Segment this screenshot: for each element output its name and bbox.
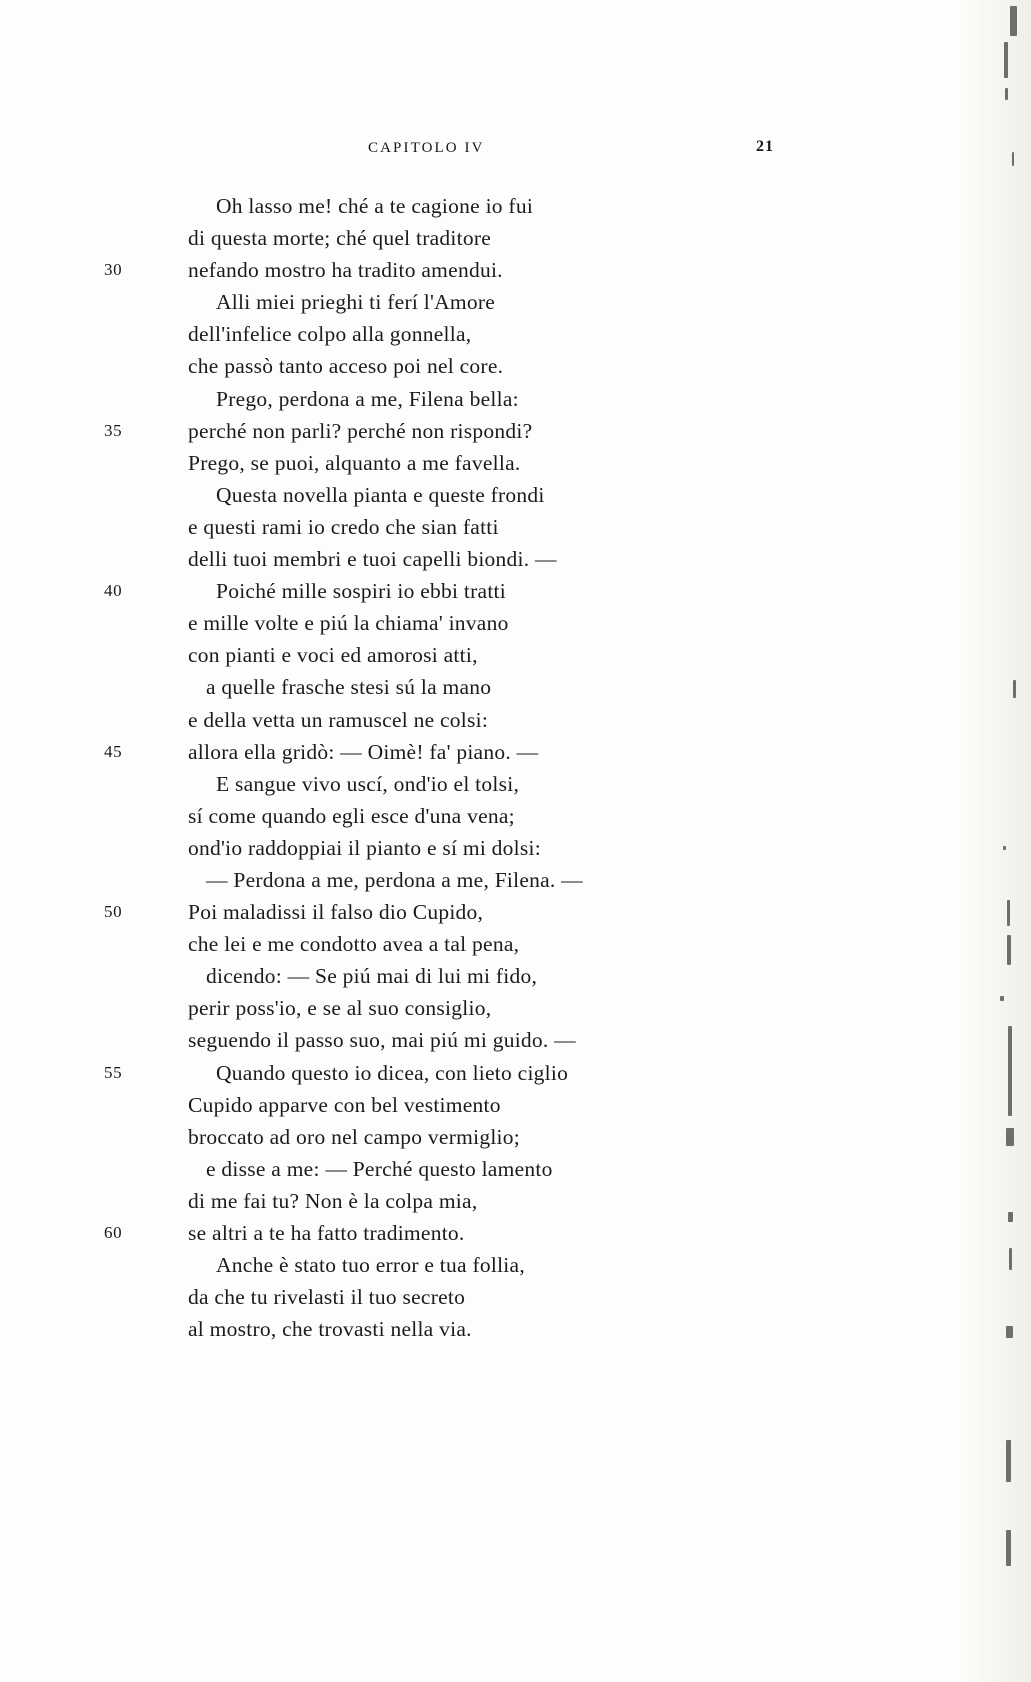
line-text: perir poss'io, e se al suo consiglio, bbox=[188, 996, 492, 1021]
poem-line bbox=[0, 447, 1031, 479]
line-number: 40 bbox=[104, 581, 123, 601]
poem-line bbox=[0, 222, 1031, 254]
line-text: se altri a te ha fatto tradimento. bbox=[188, 1221, 465, 1245]
poem-line bbox=[0, 1217, 1031, 1249]
poem-line bbox=[0, 1089, 1031, 1121]
scan-artifact bbox=[1004, 42, 1008, 78]
poem-line bbox=[0, 350, 1031, 382]
line-number: 50 bbox=[104, 902, 123, 922]
poem-line bbox=[0, 415, 1031, 447]
line-text: Questa novella pianta e queste frondi bbox=[216, 482, 545, 507]
line-text: Quando questo io dicea, con lieto ciglio bbox=[216, 1060, 569, 1085]
line-text: da che tu rivelasti il tuo secreto bbox=[188, 1285, 466, 1310]
scan-artifact bbox=[1005, 88, 1008, 100]
line-text: Prego, se puoi, alquanto a me favella. bbox=[188, 450, 521, 475]
line-text: delli tuoi membri e tuoi capelli biondi. — bbox=[188, 547, 557, 572]
poem-line bbox=[0, 575, 1031, 607]
line-text: e questi rami io credo che sian fatti bbox=[188, 514, 499, 539]
poem-line bbox=[0, 543, 1031, 575]
scan-artifact bbox=[1006, 1530, 1011, 1566]
line-text: seguendo il passo suo, mai piú mi guido. — bbox=[188, 1028, 576, 1053]
poem-line bbox=[0, 1313, 1031, 1345]
line-text: Alli miei prieghi ti ferí l'Amore bbox=[216, 290, 496, 315]
poem-line bbox=[0, 286, 1031, 318]
line-text: Prego, perdona a me, Filena bella: bbox=[216, 386, 519, 411]
line-text: di questa morte; ché quel traditore bbox=[188, 226, 492, 251]
poem-body bbox=[0, 190, 1031, 1345]
line-text: e disse a me: — Perché questo lamento bbox=[206, 1156, 553, 1181]
poem-line bbox=[0, 800, 1031, 832]
line-text: broccato ad oro nel campo vermiglio; bbox=[188, 1124, 520, 1149]
poem-line bbox=[0, 639, 1031, 671]
line-text: dicendo: — Se piú mai di lui mi fido, bbox=[206, 964, 538, 989]
line-text: al mostro, che trovasti nella via. bbox=[188, 1317, 472, 1342]
poem-line bbox=[0, 607, 1031, 639]
poem-line bbox=[0, 671, 1031, 703]
poem-line bbox=[0, 768, 1031, 800]
poem-line bbox=[0, 190, 1031, 222]
poem-line bbox=[0, 1185, 1031, 1217]
line-text: di me fai tu? Non è la colpa mia, bbox=[188, 1188, 478, 1213]
line-text: ond'io raddoppiai il pianto e sí mi dolsi: bbox=[188, 835, 541, 860]
line-text: e della vetta un ramuscel ne colsi: bbox=[188, 707, 489, 732]
line-number: 45 bbox=[104, 741, 123, 761]
poem-line bbox=[0, 254, 1031, 286]
line-text: con pianti e voci ed amorosi atti, bbox=[188, 643, 478, 668]
poem-line bbox=[0, 479, 1031, 511]
line-text: — Perdona a me, perdona a me, Filena. — bbox=[206, 867, 583, 892]
line-text: che lei e me condotto avea a tal pena, bbox=[188, 932, 520, 957]
poem-line bbox=[0, 1153, 1031, 1185]
poem-line bbox=[0, 1057, 1031, 1089]
line-text: Anche è stato tuo error e tua follia, bbox=[216, 1253, 525, 1278]
poem-line bbox=[0, 960, 1031, 992]
poem-line bbox=[0, 1281, 1031, 1313]
poem-line bbox=[0, 1249, 1031, 1281]
line-text: perché non parli? perché non rispondi? bbox=[188, 418, 533, 443]
line-text: Cupido apparve con bel vestimento bbox=[188, 1092, 501, 1117]
line-text: a quelle frasche stesi sú la mano bbox=[206, 675, 492, 700]
line-number: 60 bbox=[104, 1223, 123, 1242]
poem-line bbox=[0, 1024, 1031, 1056]
poem-line bbox=[0, 832, 1031, 864]
poem-line bbox=[0, 928, 1031, 960]
scan-artifact bbox=[1006, 1440, 1011, 1482]
line-number: 35 bbox=[104, 420, 123, 440]
poem-line bbox=[0, 511, 1031, 543]
line-number: 30 bbox=[104, 260, 123, 280]
scan-artifact bbox=[1010, 6, 1017, 36]
line-text: Oh lasso me! ché a te cagione io fui bbox=[216, 194, 534, 218]
line-text: allora ella gridò: — Oimè! fa' piano. — bbox=[188, 739, 539, 764]
poem-line bbox=[0, 383, 1031, 415]
line-text: e mille volte e piú la chiama' invano bbox=[188, 611, 509, 636]
line-text: dell'infelice colpo alla gonnella, bbox=[188, 322, 472, 347]
line-text: Poi maladissi il falso dio Cupido, bbox=[188, 900, 484, 925]
poem-line bbox=[0, 704, 1031, 736]
poem-line bbox=[0, 896, 1031, 928]
poem-line bbox=[0, 992, 1031, 1024]
running-head: CAPITOLO IV bbox=[368, 140, 485, 156]
line-text: nefando mostro ha tradito amendui. bbox=[188, 258, 503, 283]
poem-line bbox=[0, 736, 1031, 768]
poem-line bbox=[0, 318, 1031, 350]
line-text: sí come quando egli esce d'una vena; bbox=[188, 803, 515, 828]
line-text: Poiché mille sospiri io ebbi tratti bbox=[216, 579, 507, 604]
poem-line bbox=[0, 1121, 1031, 1153]
line-text: che passò tanto acceso poi nel core. bbox=[188, 354, 504, 379]
line-text: E sangue vivo uscí, ond'io el tolsi, bbox=[216, 771, 520, 796]
poem-line bbox=[0, 864, 1031, 896]
page-number: 21 bbox=[756, 138, 774, 155]
line-number: 55 bbox=[104, 1062, 123, 1082]
page-header bbox=[0, 140, 1031, 164]
